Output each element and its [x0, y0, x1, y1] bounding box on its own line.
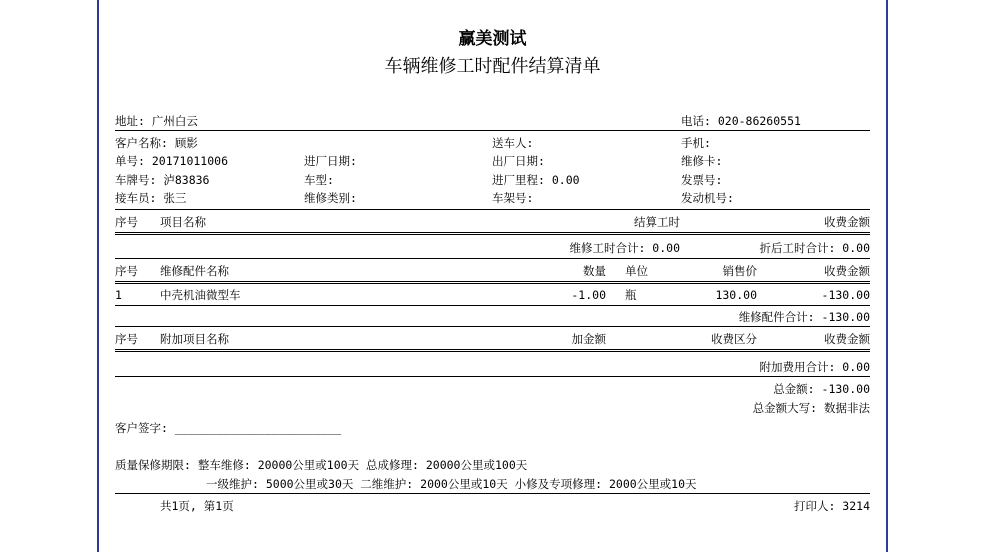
labor-subtotal: 维修工时合计: 0.00: [569, 241, 680, 255]
labor-col-no: 序号: [115, 215, 138, 229]
page-count: 共1页, 第1页: [160, 499, 234, 513]
divider: [115, 209, 870, 210]
engine-no: 发动机号:: [681, 191, 734, 205]
extras-col-category: 收费区分: [711, 332, 757, 346]
extras-col-no: 序号: [115, 332, 138, 346]
total-amount-words: 总金额大写: 数据非法: [752, 401, 870, 415]
address: 地址: 广州白云: [115, 114, 198, 128]
mileage: 进厂里程: 0.00: [492, 173, 580, 187]
exit-date: 出厂日期:: [492, 154, 545, 168]
labor-discount-subtotal: 折后工时合计: 0.00: [759, 241, 870, 255]
repair-type: 维修类别:: [304, 191, 357, 205]
invoice-no: 发票号:: [681, 173, 723, 187]
entry-date: 进厂日期:: [304, 154, 357, 168]
labor-col-amount: 收费金额: [824, 215, 870, 229]
page-right-border: [886, 0, 888, 552]
sender: 送车人:: [492, 136, 534, 150]
part-row-qty: -1.00: [571, 288, 606, 302]
printer: 打印人: 3214: [793, 499, 870, 513]
divider: [115, 326, 870, 327]
vin: 车架号:: [492, 191, 534, 205]
warranty-line-1: 质量保修期限: 整车维修: 20000公里或100天 总成修理: 20000公里或100天: [115, 458, 528, 472]
divider: [115, 130, 870, 131]
labor-col-name: 项目名称: [160, 215, 206, 229]
part-row-no: 1: [115, 288, 122, 302]
parts-col-amount: 收费金额: [824, 264, 870, 278]
part-row-price: 130.00: [715, 288, 757, 302]
order-no: 单号: 20171011006: [115, 154, 229, 168]
mobile: 手机:: [681, 136, 711, 150]
parts-col-price: 销售价: [722, 264, 757, 278]
parts-col-name: 维修配件名称: [160, 264, 229, 278]
warranty-line-2: 一级维护: 5000公里或30天 二维维护: 2000公里或10天 小修及专项修理: 2000公里或10天: [206, 477, 697, 491]
extras-subtotal: 附加费用合计: 0.00: [759, 360, 870, 374]
page-left-border: [97, 0, 99, 552]
double-divider: [115, 349, 870, 352]
extras-col-amount: 收费金额: [824, 332, 870, 346]
double-divider: [115, 281, 870, 284]
document-title: 车辆维修工时配件结算清单: [384, 56, 601, 77]
divider: [115, 493, 870, 494]
extras-col-name: 附加项目名称: [160, 332, 229, 346]
parts-col-unit: 单位: [625, 264, 648, 278]
company-name: 赢美测试: [458, 29, 527, 49]
labor-col-hours: 结算工时: [634, 215, 680, 229]
plate-no: 车牌号: 泸83836: [115, 173, 210, 187]
double-divider: [115, 232, 870, 235]
receptionist: 接车员: 张三: [115, 191, 187, 205]
part-row-name: 中壳机油微型车: [160, 288, 241, 302]
parts-subtotal: 维修配件合计: -130.00: [738, 310, 870, 324]
divider: [115, 376, 870, 377]
total-amount: 总金额: -130.00: [773, 382, 870, 396]
extras-col-add: 加金额: [571, 332, 606, 346]
divider: [115, 258, 870, 259]
part-row-unit: 瓶: [625, 288, 637, 302]
customer-signature: 客户签字: ________________________: [115, 421, 342, 435]
parts-col-qty: 数量: [583, 264, 606, 278]
part-row-amount: -130.00: [821, 288, 870, 302]
car-model: 车型:: [304, 173, 334, 187]
phone: 电话: 020-86260551: [681, 114, 801, 128]
customer-name: 客户名称: 顾影: [115, 136, 198, 150]
divider: [115, 305, 870, 306]
parts-col-no: 序号: [115, 264, 138, 278]
repair-card: 维修卡:: [681, 154, 723, 168]
